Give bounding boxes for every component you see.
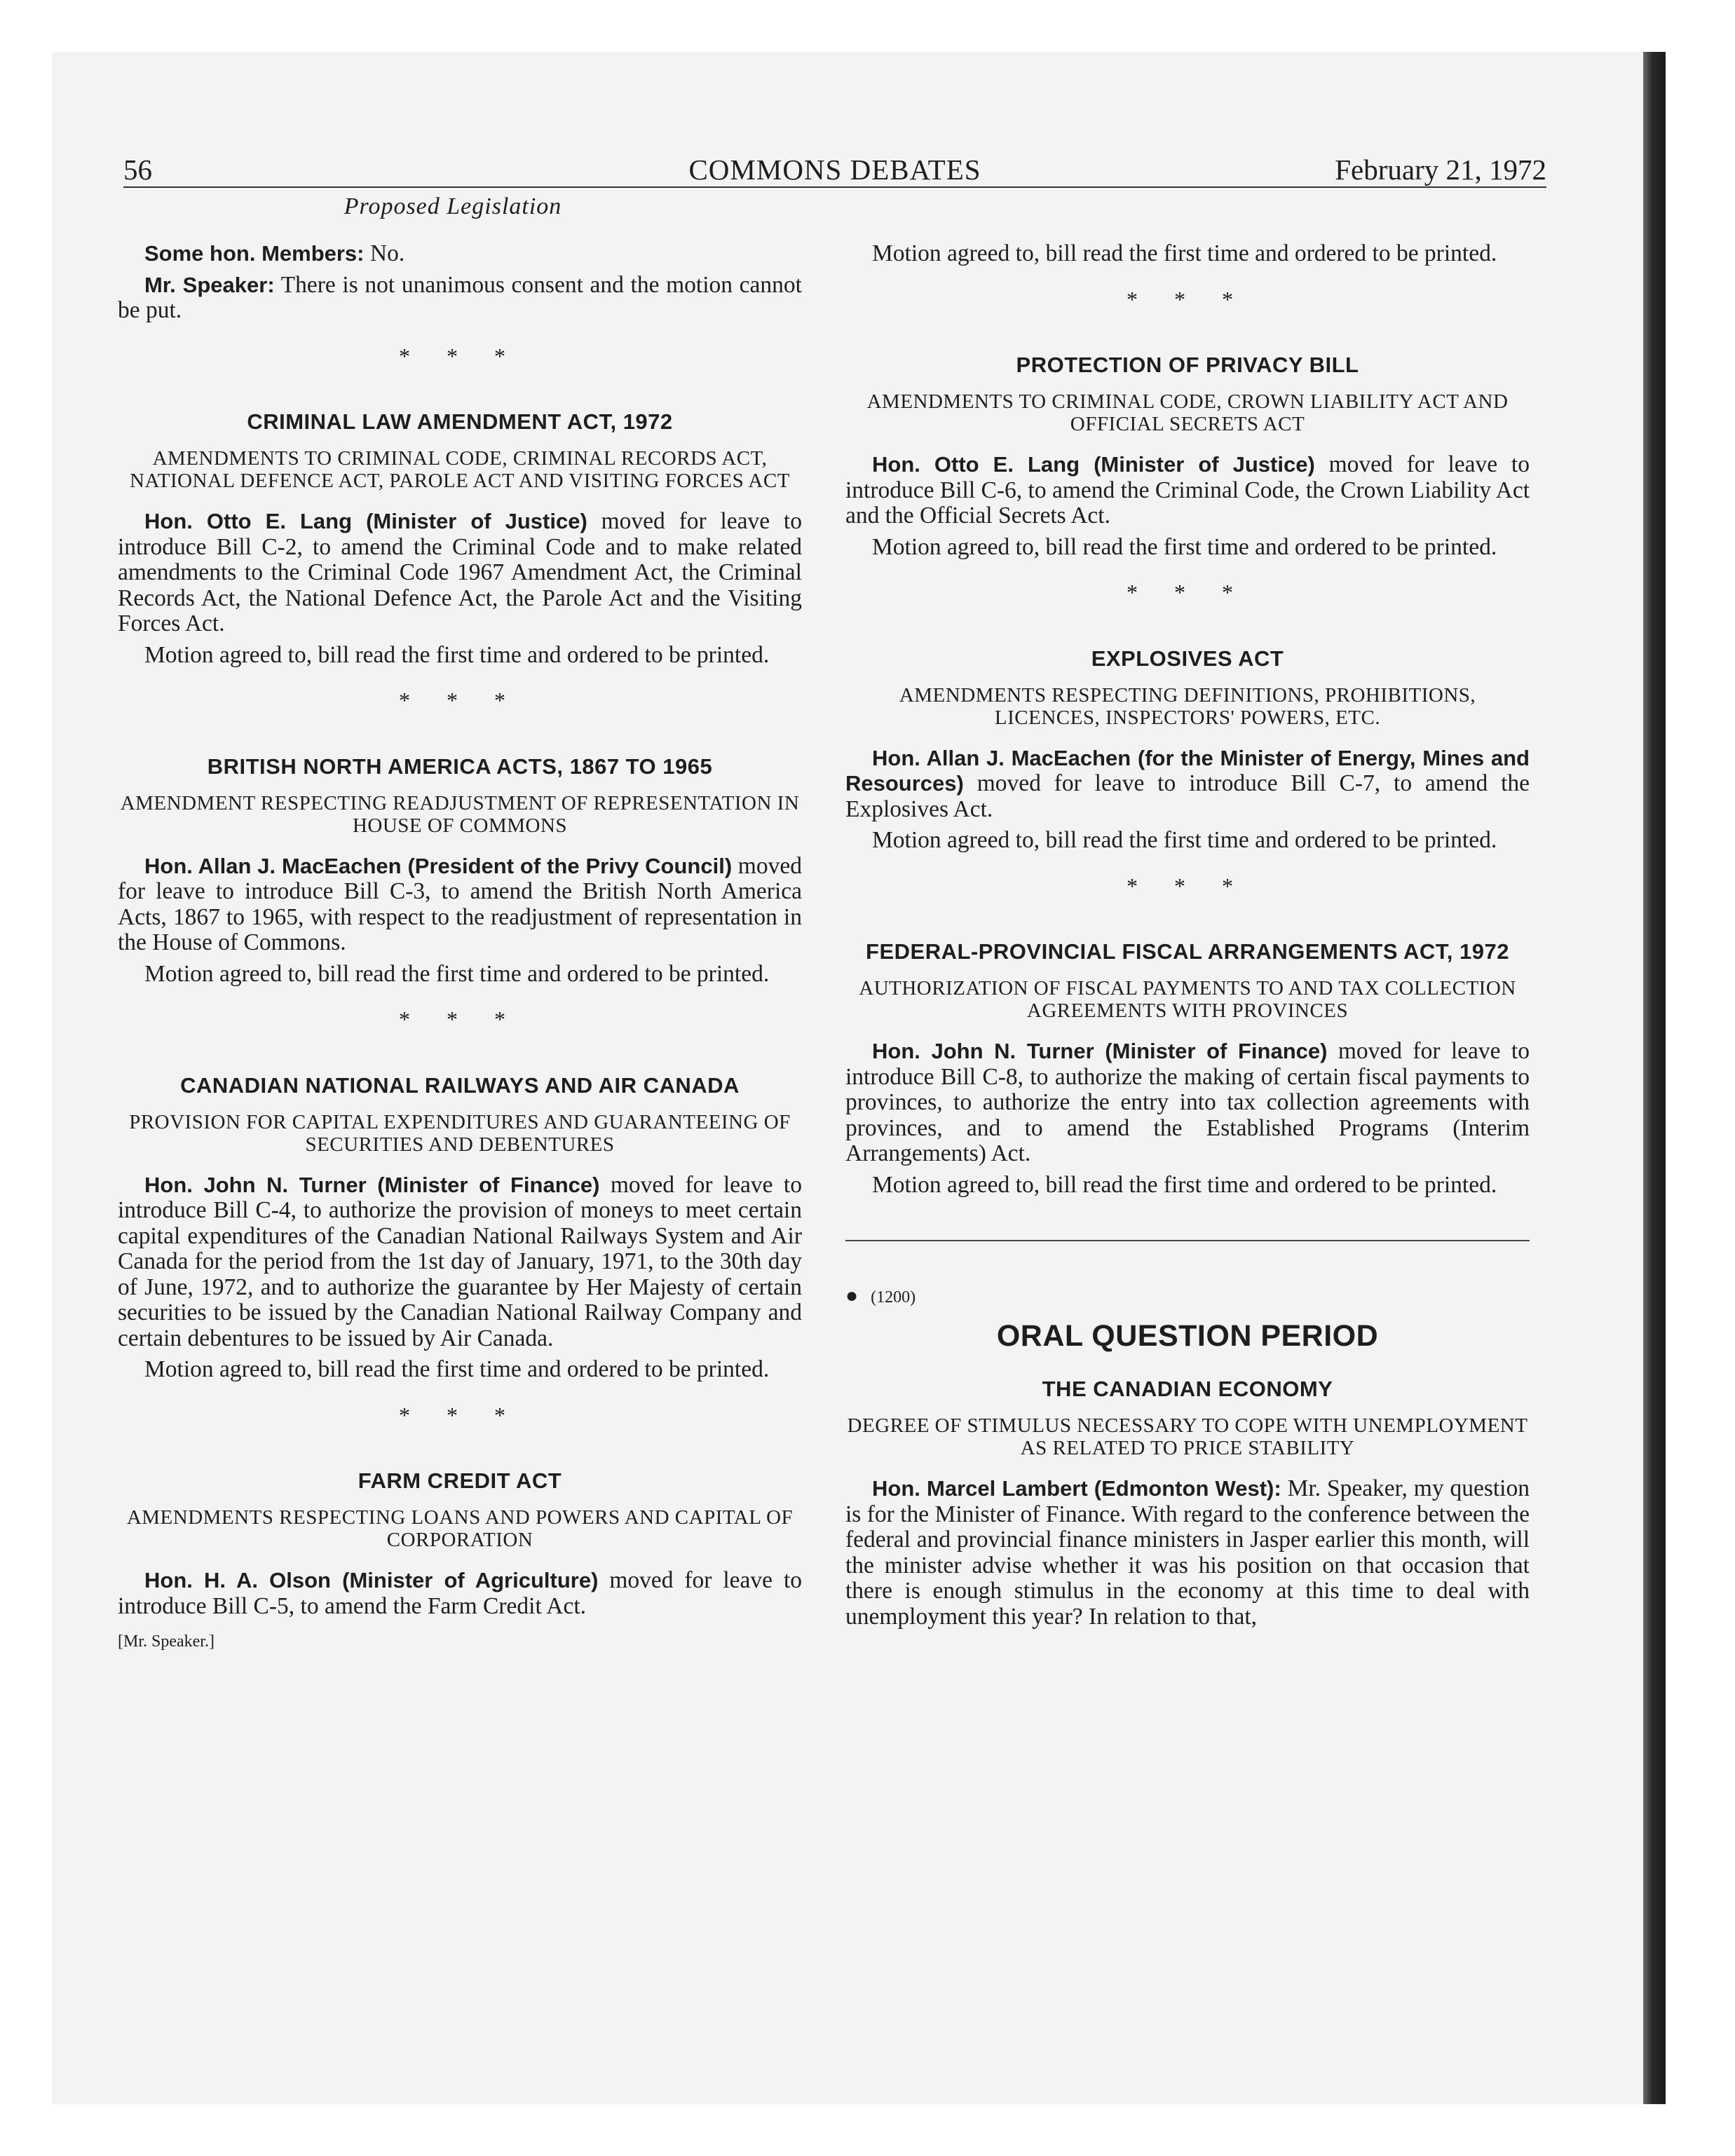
paragraph [118,273,802,324]
section-title: BRITISH NORTH AMERICA ACTS, 1867 TO 1965 [207,753,713,779]
paragraph [118,1173,802,1352]
book-spine-shadow [1643,52,1666,2104]
speech-text: moved for leave to introduce Bill C-4, to authorize the provision of moneys to meet certain capital expenditures of the Canadian National Railways System and Air Canada for the period from the 1st day of January, 1971, to the 30th day of June, 1972, and to authorize the guarantee by Her Majesty of certain securities to be issued by the Canadian National Railway Company and certain debentures to be issued by Air Canada. [118,1171,802,1351]
publication-title: COMMONS DEBATES [688,153,981,186]
section-divider [845,1240,1530,1241]
speaker-name: Hon. Marcel Lambert (Edmonton West): [872,1476,1281,1501]
section-separator: * * * [1127,286,1248,312]
publication-date: February 21, 1972 [1335,153,1546,186]
right-column [845,241,1530,1635]
section-title: CANADIAN NATIONAL RAILWAYS AND AIR CANADA [180,1072,740,1098]
motion-text: Motion agreed to, bill read the first time and ordered to be printed. [872,827,1497,853]
speaker-name: Hon. Otto E. Lang (Minister of Justice) [144,509,587,533]
speaker-name: Hon. Allan J. MacEachen (for the Minister of Energy, Mines and Resources) [845,745,1530,796]
section-separator: * * * [1127,580,1248,605]
speech-text: moved for leave to introduce Bill C-8, to authorize the making of certain fiscal payments to provinces, to authorize the entry into tax collection agreements with provinces, and to amend the Established Programs (Interim Arrangements) Act. [845,1038,1530,1166]
section-title: CRIMINAL LAW AMENDMENT ACT, 1972 [247,409,673,434]
motion-text: Motion agreed to, bill read the first time and ordered to be printed. [872,240,1497,266]
running-head: Proposed Legislation [343,193,562,219]
motion-text: Motion agreed to, bill read the first time and ordered to be printed. [144,641,770,668]
paragraph [118,1568,802,1619]
paragraph [118,509,802,637]
section-separator: * * * [399,1007,521,1032]
time-marker-text: (1200) [871,1288,916,1306]
section-title: THE CANADIAN ECONOMY [1042,1377,1333,1401]
paragraph [118,241,802,267]
section-separator: * * * [399,343,521,369]
page-number: 56 [123,153,152,186]
motion-text: Motion agreed to, bill read the first time and ordered to be printed. [872,533,1497,560]
speaker-name: Mr. Speaker: [144,272,275,297]
speaker-name: Some hon. Members: [144,241,365,266]
speaker-marker: [Mr. Speaker.] [118,1632,215,1651]
paragraph [845,1476,1530,1630]
speech-text: There is not unanimous consent and the motion cannot be put. [118,271,802,323]
paragraph [118,854,802,956]
page-header [123,150,1546,188]
section-title: EXPLOSIVES ACT [1091,646,1284,671]
section-subtitle: AMENDMENTS RESPECTING DEFINITIONS, PROHIBITIONS, LICENCES, INSPECTORS' POWERS, ETC. [899,683,1476,729]
motion-text: Motion agreed to, bill read the first time and ordered to be printed. [872,1171,1497,1198]
speech-text: moved for leave to introduce Bill C-3, to amend the British North America Acts, 1867 to 1965, with respect to the readjustment of representation in the House of Commons. [118,852,802,955]
time-marker [845,1283,1530,1311]
speech-text: moved for leave to introduce Bill C-7, to amend the Explosives Act. [845,770,1530,822]
left-column [118,241,802,1655]
section-title: FEDERAL-PROVINCIAL FISCAL ARRANGEMENTS ACT, 1972 [866,939,1509,964]
section-title: PROTECTION OF PRIVACY BILL [1016,353,1359,377]
section-title: FARM CREDIT ACT [358,1468,562,1493]
speech-text: moved for leave to introduce Bill C-2, to amend the Criminal Code and to make related amendments to the Criminal Code 1967 Amendment Act, the Criminal Records Act, the National Defence Act, the Parole Act and the Visiting Forces Act. [118,508,802,636]
speech-text: moved for leave to introduce Bill C-6, to amend the Criminal Code, the Crown Liability Act and the Official Secrets Act. [845,451,1530,528]
paragraph [845,1039,1530,1167]
section-subtitle: AMENDMENT RESPECTING READJUSTMENT OF REPRESENTATION IN HOUSE OF COMMONS [120,791,800,837]
bullet-icon: ● [845,1284,859,1307]
speaker-name: Hon. John N. Turner (Minister of Finance) [144,1172,600,1197]
speech-text: Mr. Speaker, my question is for the Minister of Finance. With regard to the conference between the federal and provincial finance ministers in Jasper earlier this month, will the minister advise whether it was his position on that occasion that there is enough stimulus in the economy at this time to deal with unemployment this year? In relation to that, [845,1475,1530,1630]
section-subtitle: AUTHORIZATION OF FISCAL PAYMENTS TO AND TAX COLLECTION AGREEMENTS WITH PROVINCES [859,977,1516,1022]
section-subtitle: PROVISION FOR CAPITAL EXPENDITURES AND GUARANTEEING OF SECURITIES AND DEBENTURES [129,1110,791,1156]
speech-text: No. [364,240,405,266]
speech-text: moved for leave to introduce Bill C-5, to amend the Farm Credit Act. [118,1567,802,1619]
section-subtitle: DEGREE OF STIMULUS NECESSARY TO COPE WITH UNEMPLOYMENT AS RELATED TO PRICE STABILITY [847,1414,1528,1459]
motion-text: Motion agreed to, bill read the first time and ordered to be printed. [144,1356,770,1382]
oral-question-period-title: ORAL QUESTION PERIOD [996,1318,1379,1353]
speaker-name: Hon. John N. Turner (Minister of Finance) [872,1039,1328,1063]
section-separator: * * * [399,1402,521,1428]
paragraph [845,746,1530,823]
section-subtitle: AMENDMENTS RESPECTING LOANS AND POWERS AND CAPITAL OF CORPORATION [126,1506,794,1551]
section-separator: * * * [1127,873,1248,899]
speaker-name: Hon. Otto E. Lang (Minister of Justice) [872,452,1315,477]
section-subtitle: AMENDMENTS TO CRIMINAL CODE, CROWN LIABILITY ACT AND OFFICIAL SECRETS ACT [866,390,1509,435]
paragraph [845,452,1530,529]
speaker-name: Hon. Allan J. MacEachen (President of the Privy Council) [144,853,733,878]
speaker-name: Hon. H. A. Olson (Minister of Agriculture) [144,1568,599,1592]
section-separator: * * * [399,688,521,713]
motion-text: Motion agreed to, bill read the first time and ordered to be printed. [144,960,770,987]
section-subtitle: AMENDMENTS TO CRIMINAL CODE, CRIMINAL RECORDS ACT, NATIONAL DEFENCE ACT, PAROLE ACT AND VISITING FORCES ACT [130,447,790,492]
